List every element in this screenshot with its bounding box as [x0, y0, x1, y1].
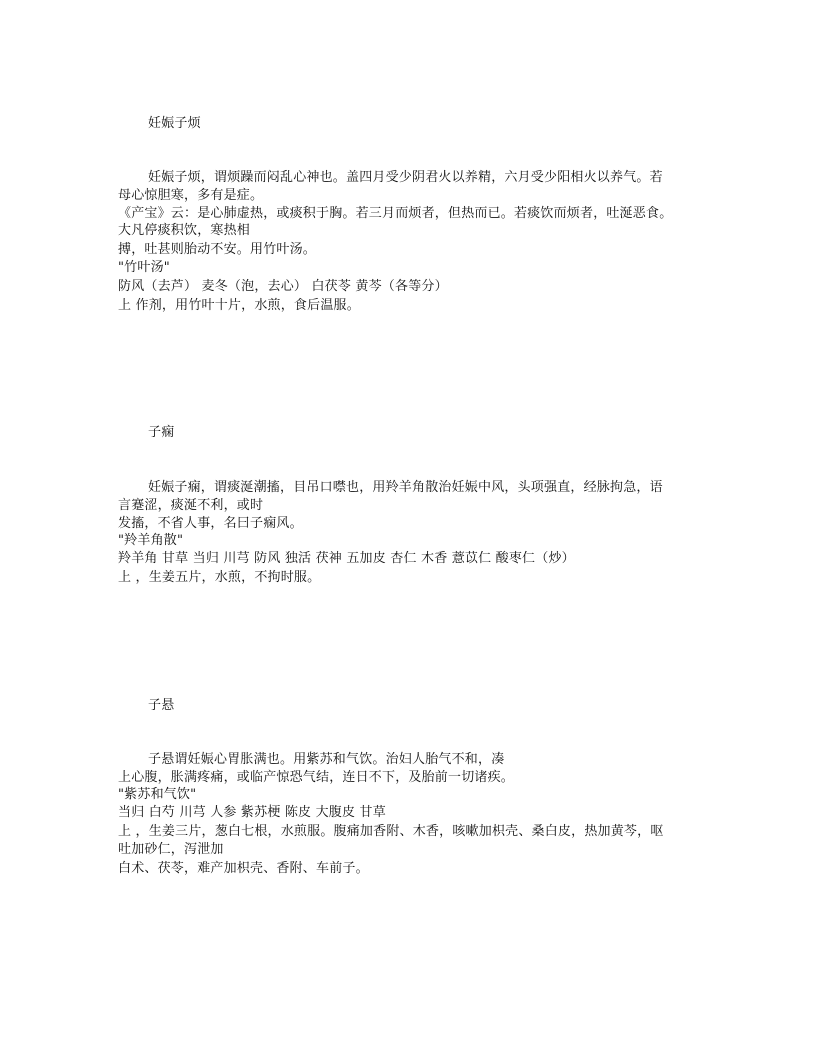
paragraph-line: 母心惊胆寒，多有是症。: [118, 188, 264, 203]
formula-name: "紫苏和气饮": [118, 787, 197, 802]
paragraph-line: 大凡停痰积饮，寒热相: [118, 223, 251, 238]
paragraph-line: 上心腹，胀满疼痛，或临产惊恐气结，连日不下，及胎前一切诸疾。: [118, 770, 515, 785]
paragraph-line: 言蹇涩，痰涎不利，或时: [118, 498, 264, 513]
paragraph-line: 搏，吐甚则胎动不安。用竹叶汤。: [118, 242, 317, 257]
paragraph-line: 上 ，生姜三片，葱白七根，水煎服。腹痛加香附、木香，咳嗽加枳壳、桑白皮，热加黄芩，呕: [118, 824, 664, 839]
preparation-line: 上 作剂，用竹叶十片，水煎，食后温服。: [118, 298, 360, 313]
section-title-zifan: 妊娠子烦: [148, 116, 201, 131]
formula-name: "竹叶汤": [118, 260, 170, 275]
paragraph-line: 吐加砂仁，泻泄加: [118, 842, 224, 857]
section-title-zixian: 子痫: [148, 425, 175, 440]
ingredient-list: 防风（去芦） 麦冬（泡，去心） 白茯苓 黄芩（各等分）: [118, 279, 448, 294]
ingredient-list: 羚羊角 甘草 当归 川芎 防风 独活 茯神 五加皮 杏仁 木香 薏苡仁 酸枣仁（炒）: [118, 551, 575, 566]
paragraph-line: 发搐，不省人事，名曰子痫风。: [118, 516, 303, 531]
paragraph-line: 妊娠子痫，谓痰涎潮搐，目吊口噤也，用羚羊角散治妊娠中风，头项强直，经脉拘急，语: [148, 480, 663, 495]
preparation-line: 上 ，生姜五片，水煎，不拘时服。: [118, 570, 321, 585]
paragraph-line: 妊娠子烦，谓烦躁而闷乱心神也。盖四月受少阴君火以养精，六月受少阳相火以养气。若: [148, 170, 663, 185]
formula-name: "羚羊角散": [118, 533, 184, 548]
paragraph-line: 子悬谓妊娠心胃胀满也。用紫苏和气饮。治妇人胎气不和，凑: [148, 752, 505, 767]
paragraph-line: 《产宝》云：是心肺虚热，或痰积于胸。若三月而烦者，但热而已。若痰饮而烦者，吐涎恶食。: [118, 206, 673, 221]
paragraph-line: 白术、茯苓，难产加枳壳、香附、车前子。: [118, 861, 369, 876]
ingredient-list: 当归 白芍 川芎 人参 紫苏梗 陈皮 大腹皮 甘草: [118, 805, 386, 820]
section-title-zixuan: 子悬: [148, 698, 175, 713]
